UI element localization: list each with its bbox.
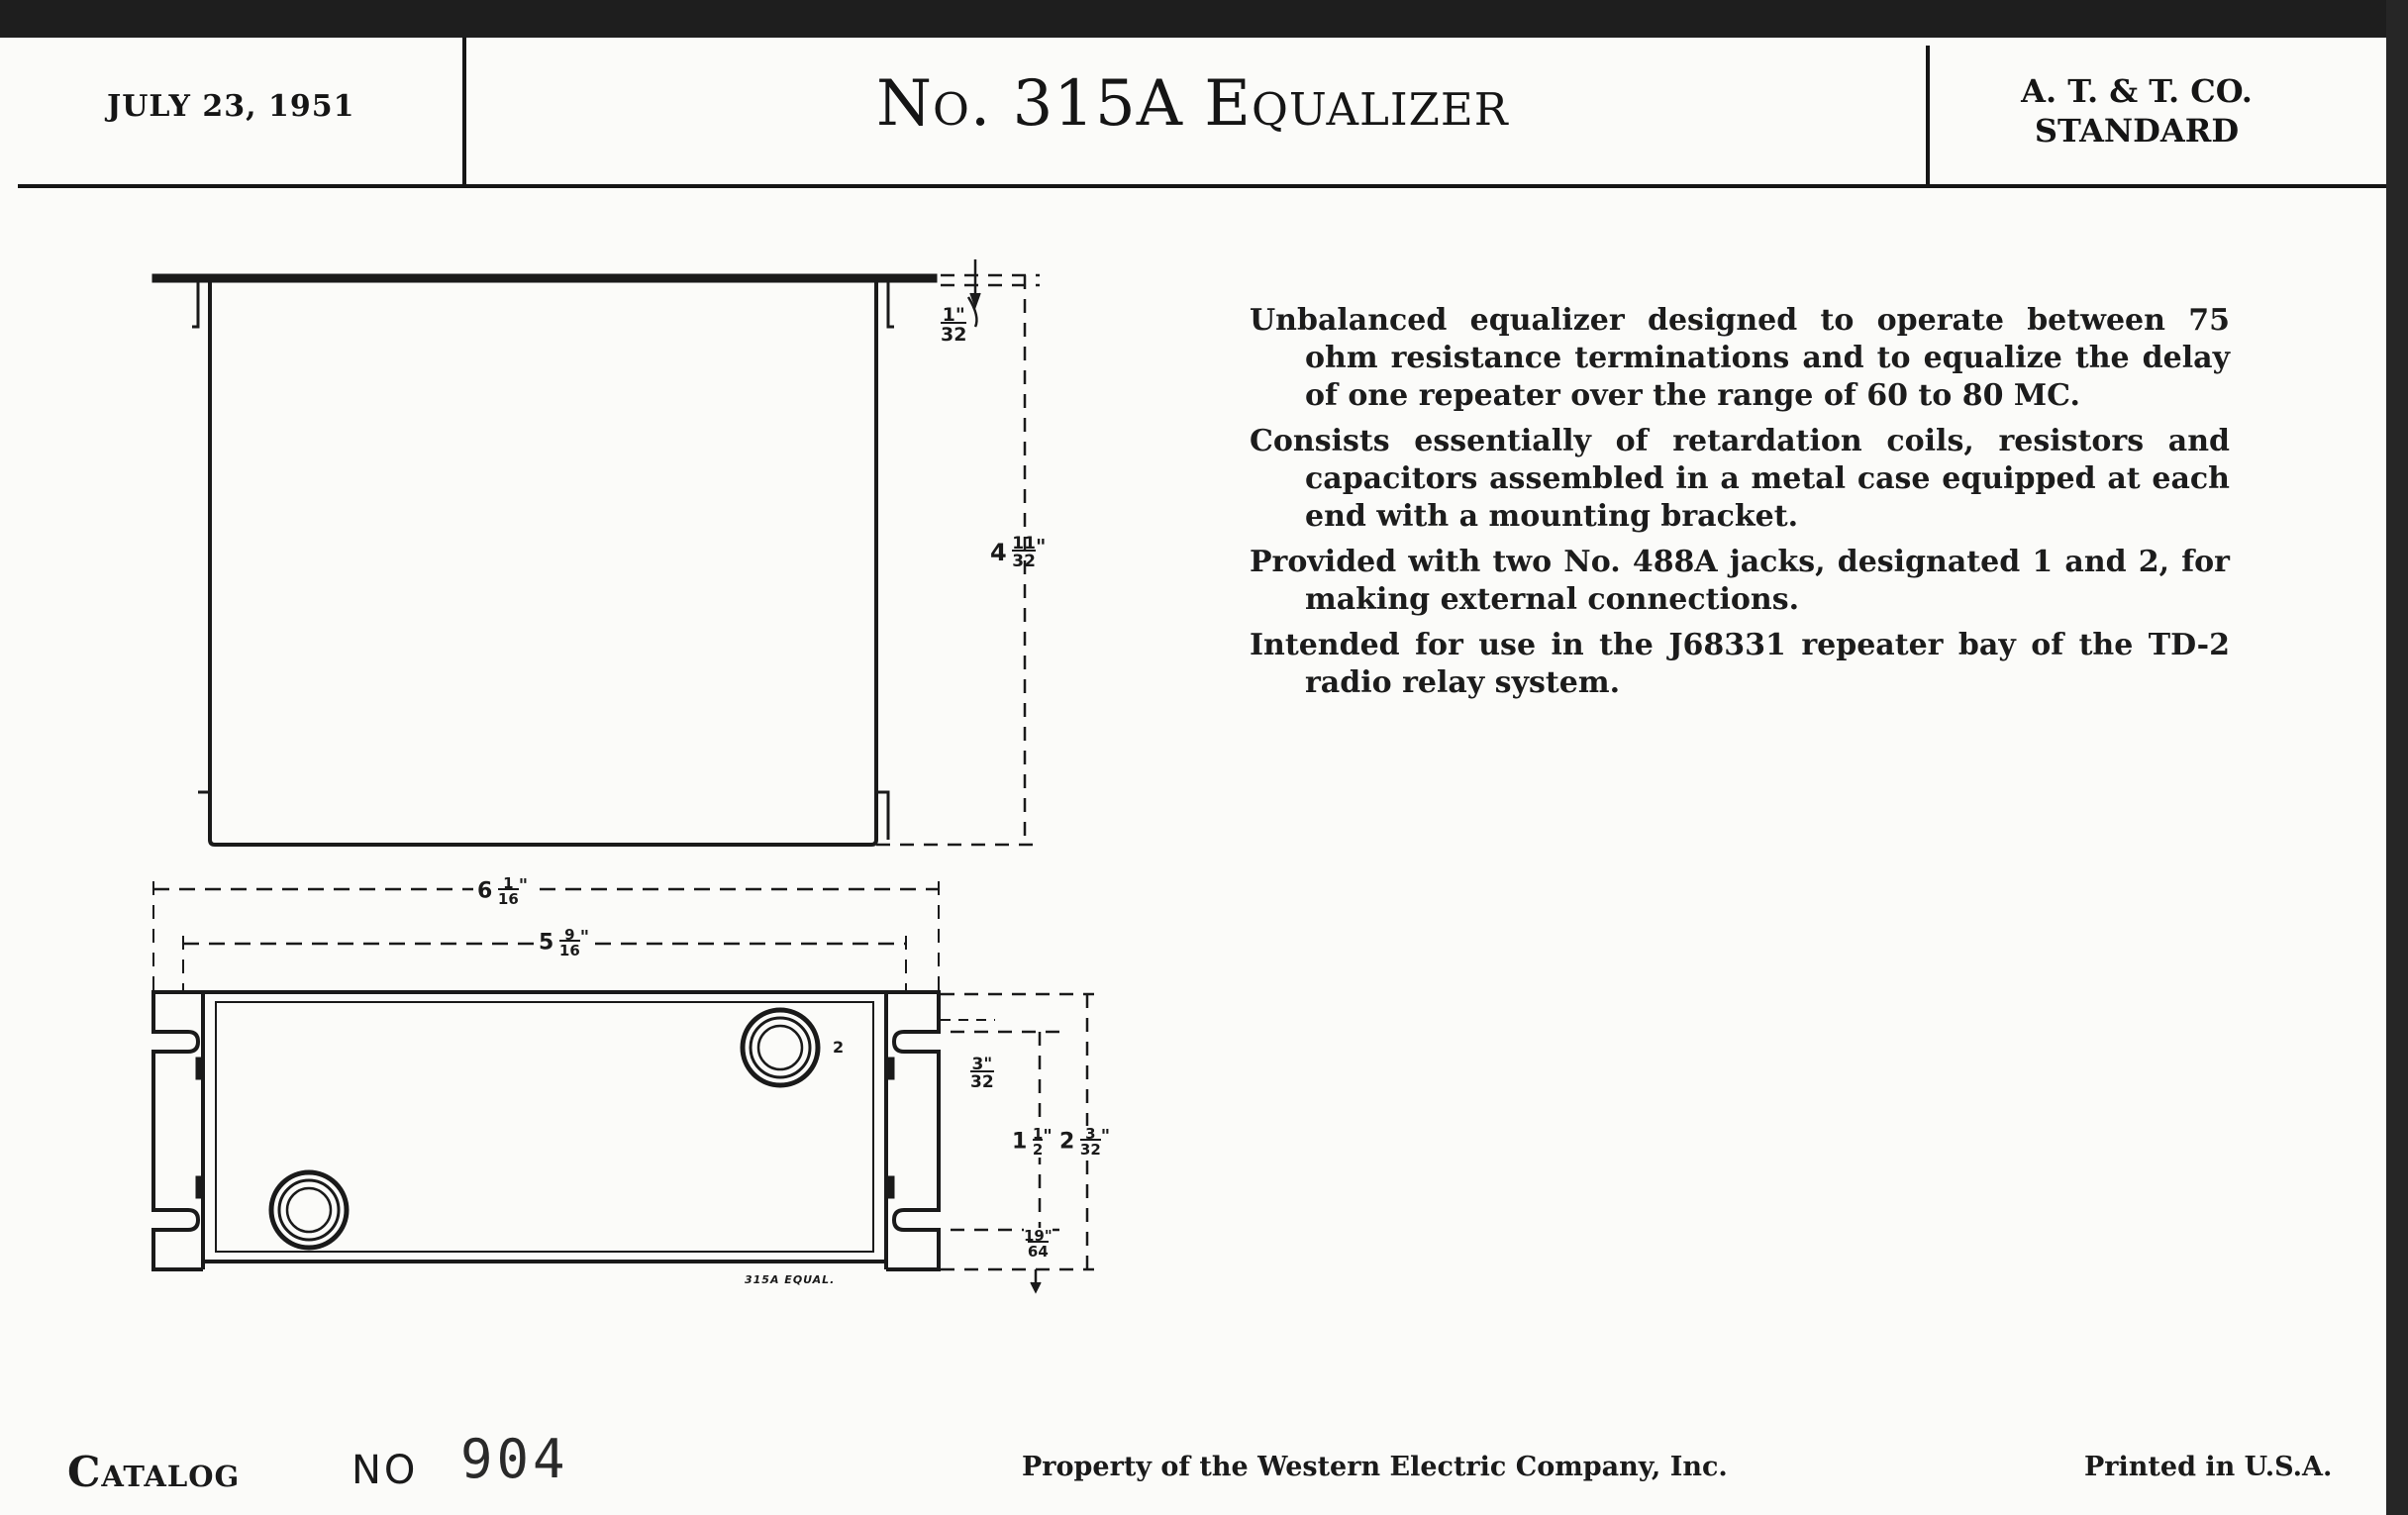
dim-ow-inch-mark: " xyxy=(518,875,529,896)
dim-mid-label xyxy=(1012,1126,1053,1158)
description-paragraph: Consists essentially of retardation coils, resistors and capacitors assembled in a metal case equipped at each end with a mounting bracket. xyxy=(1250,424,2230,534)
footer-printed: Printed in U.S.A. xyxy=(2084,1452,2333,1482)
dim-depth-frac xyxy=(1080,1126,1101,1158)
dim-iw-inch-mark: " xyxy=(579,927,590,948)
dim-depth-whole: 2 xyxy=(1059,1129,1075,1155)
description-paragraph: Unbalanced equalizer designed to operate between 75 ohm resistance terminations and to equalize the delay of one repeater over the range of 60 to 80 MC. xyxy=(1250,303,2230,413)
drawing-caption: 315A EQUAL. xyxy=(745,1273,836,1286)
dim-height-label xyxy=(990,535,1046,570)
dim-mid-num: 1 xyxy=(1032,1125,1044,1143)
description-paragraph: Provided with two No. 488A jacks, designated 1 and 2, for making external connections. xyxy=(1250,545,2230,617)
dim-slot-den: 32 xyxy=(970,1072,994,1092)
dim-ow-whole: 6 xyxy=(477,878,493,904)
dim-flange-den: 32 xyxy=(941,324,967,346)
dim-iw-num: 9 xyxy=(564,926,575,944)
footer-no-label: NO xyxy=(351,1448,419,1493)
footer-catalog-number: 904 xyxy=(460,1428,569,1490)
dim-slot-label: 3" 32 xyxy=(970,1055,994,1092)
dim-flange-label: 1" 32 xyxy=(941,304,967,346)
dim-depth-inch-mark: " xyxy=(1100,1126,1111,1147)
jack-2-label: 2 xyxy=(833,1038,845,1057)
side-view xyxy=(153,259,1040,845)
page-title: No. 315A Equalizer xyxy=(876,67,1509,141)
jack-2 xyxy=(743,1010,818,1085)
dim-ow-num: 1 xyxy=(503,874,514,892)
dim-ow-den: 16 xyxy=(497,890,519,908)
standard-line-1: A. T. & T. CO. xyxy=(2021,72,2253,110)
dim-overall-width-label xyxy=(473,875,532,907)
dim-mid-den: 2 xyxy=(1032,1141,1044,1159)
dim-bottom-label: 19" 64 xyxy=(1024,1227,1053,1261)
footer-property: Property of the Western Electric Company, Inc. xyxy=(1022,1452,1728,1482)
dim-depth-num: 3 xyxy=(1085,1125,1096,1143)
dim-height-num: 11 xyxy=(1012,534,1036,554)
dim-height-inch-mark: " xyxy=(1035,535,1047,558)
standard-line-2: STANDARD xyxy=(2034,112,2240,150)
header-date: JULY 23, 1951 xyxy=(107,89,355,124)
dim-iw-whole: 5 xyxy=(539,930,554,956)
dim-height-whole: 4 xyxy=(990,539,1007,566)
dim-inner-width-label xyxy=(535,927,593,959)
dim-iw-frac xyxy=(559,927,580,959)
dim-mid-whole: 1 xyxy=(1012,1129,1028,1155)
jack-1 xyxy=(271,1172,347,1248)
dim-depth-den: 32 xyxy=(1079,1141,1101,1159)
dim-ow-frac xyxy=(498,875,519,907)
dim-mid-inch-mark: " xyxy=(1043,1126,1053,1147)
footer-catalog-label: Catalog xyxy=(67,1448,241,1496)
dim-flange-num: 1 xyxy=(942,304,955,326)
dim-height-frac xyxy=(1012,535,1036,570)
dim-mid-frac xyxy=(1033,1126,1043,1158)
plan-view xyxy=(153,878,1094,1292)
dim-bottom-den: 64 xyxy=(1027,1243,1049,1261)
dim-height-den: 32 xyxy=(1012,552,1036,571)
dim-iw-den: 16 xyxy=(558,942,580,960)
dim-slot-num: 3 xyxy=(971,1055,984,1074)
dim-depth-label xyxy=(1059,1126,1110,1158)
dim-bottom-num: 19 xyxy=(1024,1227,1045,1245)
description-paragraph: Intended for use in the J68331 repeater bay of the TD-2 radio relay system. xyxy=(1250,628,2230,700)
description xyxy=(1250,302,2230,710)
